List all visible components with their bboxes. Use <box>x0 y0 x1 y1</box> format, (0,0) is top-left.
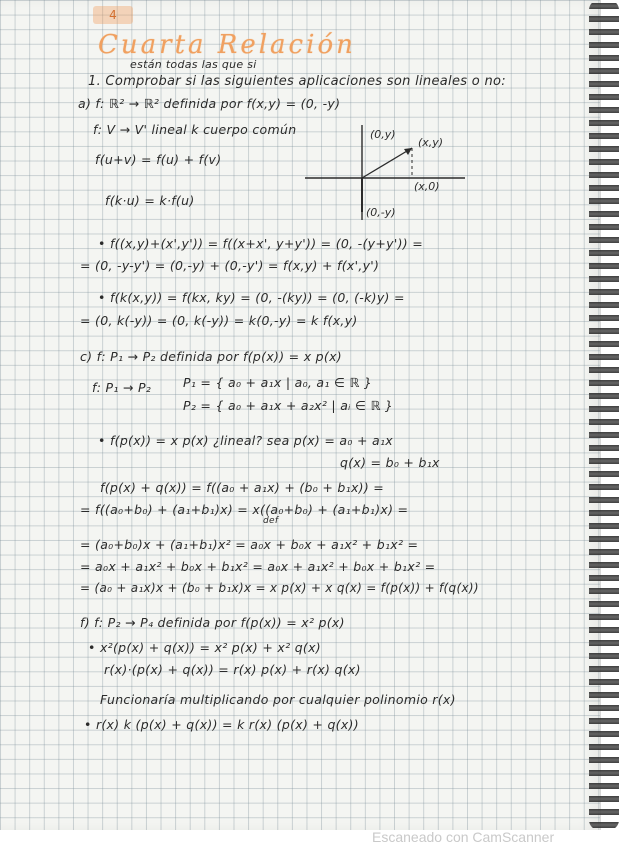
exercise-statement: 1. Comprobar si las siguientes aplicaciones son lineales o no: <box>88 74 506 89</box>
note-line: f(u+v) = f(u) + f(v) <box>95 152 222 167</box>
note-line: f(p(x) + q(x)) = f((a₀ + a₁x) + (b₀ + b₁x)) = <box>100 480 385 495</box>
note-line: = (0, k(-y)) = (0, k(-y)) = k(0,-y) = k f(x,y) <box>80 313 358 328</box>
scanner-watermark: Escaneado con CamScanner <box>372 829 555 845</box>
note-line: Funcionaría multiplicando por cualquier polinomio r(x) <box>100 692 456 707</box>
note-line: = (a₀+b₀)x + (a₁+b₁)x² = a₀x + b₀x + a₁x² + b₁x² = <box>80 537 419 552</box>
page-title: Cuarta Relación <box>98 30 356 60</box>
note-line: = (a₀ + a₁x)x + (b₀ + b₁x)x = x p(x) + x q(x) = f(p(x)) + f(q(x)) <box>80 581 479 595</box>
note-line: • f(k(x,y)) = f(kx, ky) = (0, -(ky)) = (0, (-k)y) = <box>98 290 405 305</box>
part-c-heading: c) f: P₁ → P₂ definida por f(p(x)) = x p(x) <box>80 349 342 364</box>
note-line: = a₀x + a₁x² + b₀x + b₁x² = a₀x + a₁x² + b₀x + b₁x² = <box>80 559 436 574</box>
note-line: = (0, -y-y') = (0,-y) + (0,-y') = f(x,y) + f(x',y') <box>80 258 380 273</box>
note-line: r(x)·(p(x) + q(x)) = r(x) p(x) + r(x) q(x) <box>104 662 361 677</box>
note-line: P₁ = { a₀ + a₁x | a₀, a₁ ∈ ℝ } <box>183 375 373 390</box>
note-line: • x²(p(x) + q(x)) = x² p(x) + x² q(x) <box>88 640 321 655</box>
note-line: P₂ = { a₀ + a₁x + a₂x² | aᵢ ∈ ℝ } <box>183 398 394 413</box>
note-line: • r(x) k (p(x) + q(x)) = k r(x) (p(x) + q(x)) <box>84 717 359 732</box>
note-line: • f(p(x)) = x p(x) ¿lineal? sea p(x) = a₀ + a₁x <box>98 433 393 448</box>
def-annotation: def <box>263 516 279 526</box>
coordinate-sketch <box>300 120 470 230</box>
note-line: q(x) = b₀ + b₁x <box>340 455 440 470</box>
part-a-heading: a) f: ℝ² → ℝ² definida por f(x,y) = (0, -y) <box>78 96 341 111</box>
part-f-heading: f) f: P₂ → P₄ definida por f(p(x)) = x² p(x) <box>80 615 345 630</box>
note-line: f: P₁ → P₂ <box>92 380 152 395</box>
note-line: • f((x,y)+(x',y')) = f((x+x', y+y')) = (0, -(y+y')) = <box>98 236 423 251</box>
note-line: están todas las que si <box>130 58 257 71</box>
note-line: f: V → V' lineal k cuerpo común <box>93 122 297 137</box>
graph-projection-label: (x,0) <box>414 180 440 193</box>
graph-top-label: (0,y) <box>370 128 396 141</box>
page-number-tag: 4 <box>93 6 133 24</box>
note-line: = f((a₀+b₀) + (a₁+b₁)x) = x((a₀+b₀) + (a₁+b₁)x) = <box>80 502 409 517</box>
spiral-binding <box>589 0 619 830</box>
note-line: f(k·u) = k·f(u) <box>105 193 195 208</box>
graph-point-label: (x,y) <box>418 136 444 149</box>
graph-image-label: (0,-y) <box>366 206 396 219</box>
